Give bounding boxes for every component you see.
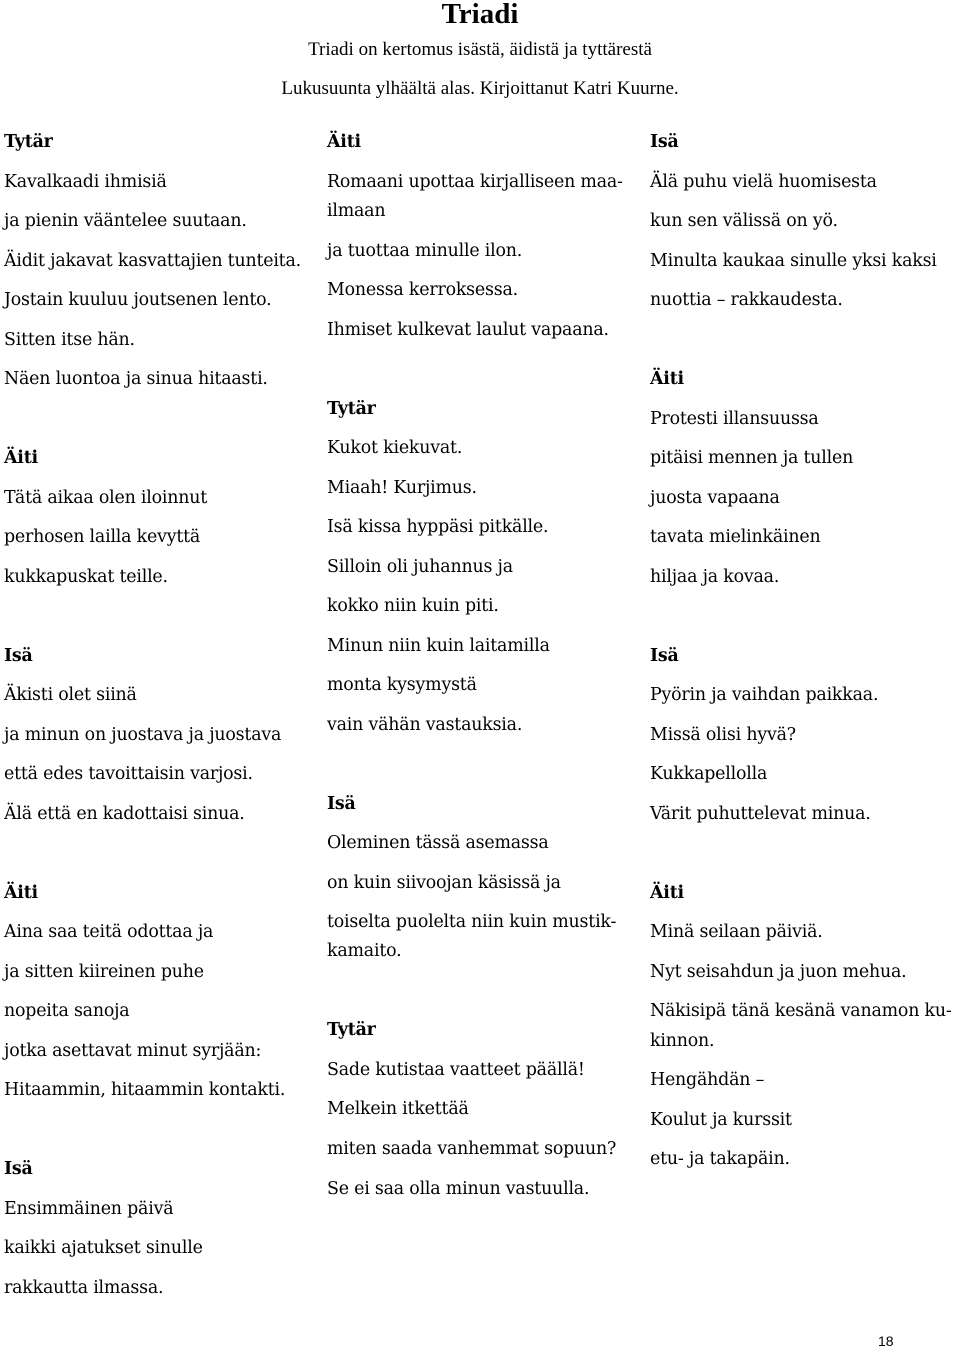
poem-line: nopeita sanoja [4, 1001, 130, 1021]
poem-line: kaikki ajatukset sinulle [4, 1238, 203, 1258]
poem-line: Nyt seisahdun ja juon mehua. [650, 962, 907, 982]
speaker-heading: Isä [650, 132, 679, 152]
speaker-heading: Tytär [4, 132, 53, 152]
poem-line: Tätä aikaa olen iloinnut [4, 488, 208, 508]
poem-line: toiselta puolelta niin kuin mustik- [327, 912, 617, 932]
speaker-heading: Isä [650, 646, 679, 666]
poem-line: ja tuottaa minulle ilon. [327, 241, 523, 261]
poem-line: Pyörin ja vaihdan paikkaa. [650, 685, 879, 705]
speaker-heading: Äiti [650, 369, 684, 389]
poem-line: Näkisipä tänä kesänä vanamon ku- [650, 1001, 952, 1021]
poem-line: Miaah! Kurjimus. [327, 478, 477, 498]
poem-line: Ihmiset kulkevat laulut vapaana. [327, 320, 609, 340]
speaker-heading: Äiti [4, 448, 38, 468]
poem-line: Ensimmäinen päivä [4, 1199, 174, 1219]
poem-line: Sitten itse hän. [4, 330, 135, 350]
poem-line: kukkapuskat teille. [4, 567, 168, 587]
poem-line: Älä puhu vielä huomisesta [650, 172, 877, 192]
poem-line: Se ei saa olla minun vastuulla. [327, 1179, 590, 1199]
poem-line: rakkautta ilmassa. [4, 1278, 164, 1298]
poem-line: vain vähän vastauksia. [327, 715, 523, 735]
poem-line: Minä seilaan päiviä. [650, 922, 823, 942]
poem-line: Kukkapellolla [650, 764, 768, 784]
poem-line: etu- ja takapäin. [650, 1149, 790, 1169]
poem-line: ja sitten kiireinen puhe [4, 962, 204, 982]
poem-line: on kuin siivoojan käsissä ja [327, 873, 561, 893]
poem-line: ja minun on juostava ja juostava [4, 725, 282, 745]
page-title: Triadi [441, 0, 519, 30]
speaker-heading: Isä [4, 1159, 33, 1179]
poem-line: Isä kissa hyppäsi pitkälle. [327, 517, 549, 537]
poem-line: ilmaan [327, 201, 386, 221]
poem-line: Oleminen tässä asemassa [327, 833, 549, 853]
poem-line: Protesti illansuussa [650, 409, 819, 429]
poem-line: hiljaa ja kovaa. [650, 567, 780, 587]
speaker-heading: Tytär [327, 399, 376, 419]
poem-line: Missä olisi hyvä? [650, 725, 796, 745]
poem-line: Minulta kaukaa sinulle yksi kaksi [650, 251, 937, 271]
poem-line: Jostain kuuluu joutsenen lento. [4, 290, 272, 310]
speaker-heading: Äiti [4, 883, 38, 903]
poem-line: Kavalkaadi ihmisiä [4, 172, 167, 192]
poem-line: ja pienin vääntelee suutaan. [4, 211, 247, 231]
poem-line: Melkein itkettää [327, 1099, 469, 1119]
poem-line: Sade kutistaa vaatteet päällä! [327, 1060, 585, 1080]
poem-line: juosta vapaana [650, 488, 780, 508]
speaker-heading: Tytär [327, 1020, 376, 1040]
poem-line: Äkisti olet siinä [4, 685, 137, 705]
poem-line: tavata mielinkäinen [650, 527, 821, 547]
subtitle: Triadi on kertomus isästä, äidistä ja tyttärestä [308, 39, 652, 60]
poem-line: Hitaammin, hitaammin kontakti. [4, 1080, 286, 1100]
speaker-heading: Isä [4, 646, 33, 666]
poem-line: Kukot kiekuvat. [327, 438, 463, 458]
poem-line: kamaito. [327, 941, 402, 961]
poem-line: Värit puhuttelevat minua. [650, 804, 871, 824]
page-number: 18 [878, 1333, 894, 1349]
speaker-heading: Äiti [327, 132, 361, 152]
poem-line: Koulut ja kurssit [650, 1110, 792, 1130]
poem-line: Romaani upottaa kirjalliseen maa- [327, 172, 623, 192]
poem-line: kinnon. [650, 1031, 715, 1051]
poem-line: perhosen lailla kevyttä [4, 527, 201, 547]
reading-note: Lukusuunta ylhäältä alas. Kirjoittanut Katri Kuurne. [281, 78, 679, 99]
poem-line: kun sen välissä on yö. [650, 211, 838, 231]
poem-line: Hengähdän – [650, 1070, 765, 1090]
poem-line: Silloin oli juhannus ja [327, 557, 513, 577]
poem-line: jotka asettavat minut syrjään: [4, 1041, 262, 1061]
poem-line: monta kysymystä [327, 675, 477, 695]
poem-line: Näen luontoa ja sinua hitaasti. [4, 369, 268, 389]
poem-line: Minun niin kuin laitamilla [327, 636, 550, 656]
speaker-heading: Isä [327, 794, 356, 814]
poem-line: Monessa kerroksessa. [327, 280, 518, 300]
poem-line: kokko niin kuin piti. [327, 596, 499, 616]
poem-line: nuottia – rakkaudesta. [650, 290, 843, 310]
poem-line: pitäisi mennen ja tullen [650, 448, 854, 468]
poem-line: että edes tavoittaisin varjosi. [4, 764, 253, 784]
poem-line: Älä että en kadottaisi sinua. [4, 804, 245, 824]
speaker-heading: Äiti [650, 883, 684, 903]
poem-line: miten saada vanhemmat sopuun? [327, 1139, 617, 1159]
poem-line: Äidit jakavat kasvattajien tunteita. [4, 251, 301, 271]
poem-line: Aina saa teitä odottaa ja [4, 922, 214, 942]
